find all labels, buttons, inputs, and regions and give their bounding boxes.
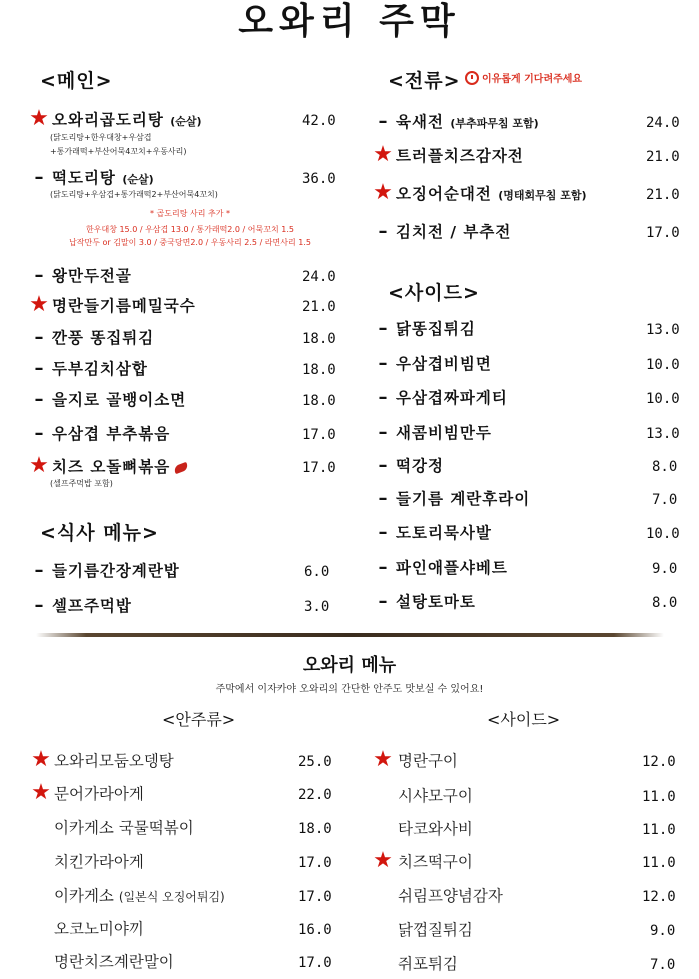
item-name: 치즈떡구이 [398, 853, 473, 871]
dash-mark: – [34, 423, 44, 444]
lower-menu-title: 오와리 메뉴 [302, 655, 397, 676]
menu-item [28, 422, 338, 446]
item-name: 들기름간장계란밥 [52, 562, 180, 580]
item-name: 닭껍질튀김 [398, 921, 473, 939]
menu-item [372, 352, 682, 376]
dash-mark: – [34, 389, 44, 410]
dash-mark: – [378, 591, 388, 612]
add-on-heading: * 곱도리탕 사리 추가 * [150, 209, 230, 218]
star-icon: ★ [373, 180, 393, 205]
item-name: 을지로 골뱅이소면 [52, 391, 187, 409]
section-head-lower-side: <사이드> [487, 710, 561, 729]
item-price: 17.0 [302, 460, 336, 476]
item-name: 우삼겹 부추볶음 [52, 425, 171, 443]
dash-mark: – [378, 353, 388, 374]
section-head-anju: <안주류> [162, 710, 236, 729]
star-icon: ★ [31, 780, 51, 805]
clock-icon [465, 71, 479, 85]
add-on-line: 한우대창 15.0 / 우삼겹 13.0 / 통가래떡2.0 / 어묵꼬치 1.5 [86, 225, 294, 234]
item-name: 트러플치즈감자전 [396, 147, 524, 165]
item-price: 24.0 [302, 269, 336, 285]
menu-item [372, 784, 682, 808]
menu-item [30, 917, 340, 941]
dash-mark: – [378, 387, 388, 408]
dash-mark: – [378, 488, 388, 509]
item-price: 17.0 [302, 427, 336, 443]
dash-mark: – [34, 167, 44, 188]
item-name: 명란들기름메밀국수 [52, 297, 196, 315]
item-name: 깐풍 똥집튀김 [52, 329, 155, 347]
menu-item [372, 850, 682, 874]
item-name: 치즈 오돌뼈볶음 [52, 457, 188, 477]
menu-item [372, 884, 682, 908]
dash-mark: – [378, 557, 388, 578]
menu-item [372, 487, 682, 511]
item-price: 21.0 [646, 149, 680, 165]
item-price: 12.0 [642, 754, 676, 770]
item-name: 오와리모둠오뎅탕 [54, 752, 174, 770]
item-price: 7.0 [650, 957, 676, 973]
menu-item [28, 388, 338, 412]
item-description: (닭도리탕+한우대창+우삼겹 [50, 133, 152, 142]
item-price: 21.0 [302, 299, 336, 315]
dash-mark: – [34, 595, 44, 616]
menu-item [30, 884, 340, 908]
menu-item [30, 850, 340, 874]
item-price: 36.0 [302, 171, 336, 187]
menu-item [28, 294, 338, 318]
section-head-jeon: <전류> [388, 70, 461, 92]
menu-item [28, 594, 338, 618]
item-price: 18.0 [298, 821, 332, 837]
menu-item [28, 326, 338, 350]
item-name: 이카게소 (일본식 오징어튀김) [54, 887, 225, 905]
item-name: 들기름 계란후라이 [396, 490, 531, 508]
add-on-line: 납작만두 or 김말이 3.0 / 중국당면2.0 / 우동사리 2.5 / 라면사리 1.5 [69, 238, 311, 247]
item-price: 10.0 [646, 526, 680, 542]
item-price: 18.0 [302, 393, 336, 409]
item-price: 18.0 [302, 331, 336, 347]
item-name: 이카게소 국물떡볶이 [54, 819, 194, 837]
item-name: 오징어순대전 (명태회무침 포함) [396, 185, 587, 203]
menu-item [28, 455, 338, 479]
item-price: 11.0 [642, 789, 676, 805]
menu-item [372, 590, 682, 614]
dash-mark: – [34, 265, 44, 286]
menu-item [28, 166, 338, 190]
menu-item [30, 950, 340, 974]
menu-item [30, 816, 340, 840]
divider [36, 633, 664, 637]
star-icon: ★ [29, 106, 49, 131]
item-name: 문어가라아게 [54, 785, 144, 803]
item-price: 9.0 [650, 923, 676, 939]
menu-item [28, 264, 338, 288]
dash-mark: – [34, 358, 44, 379]
item-price: 6.0 [304, 564, 330, 580]
item-name: 오와리곱도리탕 (순살) [52, 111, 202, 129]
item-price: 18.0 [302, 362, 336, 378]
item-name: 육새전 (부추파무침 포함) [396, 113, 539, 131]
star-icon: ★ [31, 747, 51, 772]
item-price: 22.0 [298, 787, 332, 803]
item-price: 8.0 [652, 595, 678, 611]
item-price: 42.0 [302, 113, 336, 129]
item-price: 11.0 [642, 855, 676, 871]
star-icon: ★ [29, 453, 49, 478]
item-name: 떡강정 [396, 457, 444, 475]
item-name: 타코와사비 [398, 820, 473, 838]
dash-mark: – [34, 560, 44, 581]
item-name: 우삼겹짜파게티 [396, 389, 508, 407]
item-name: 설탕토마토 [396, 593, 476, 611]
section-head-side: <사이드> [388, 282, 480, 304]
item-name: 닭똥집튀김 [396, 320, 476, 338]
menu-item [372, 749, 682, 773]
item-price: 3.0 [304, 599, 330, 615]
menu-item [372, 317, 682, 341]
menu-item [372, 454, 682, 478]
menu-item [372, 556, 682, 580]
section-head-meal: <식사 메뉴> [40, 522, 159, 544]
item-price: 7.0 [652, 492, 678, 508]
star-icon: ★ [373, 142, 393, 167]
menu-item [28, 357, 338, 381]
item-price: 17.0 [298, 855, 332, 871]
menu-item [372, 144, 682, 168]
dash-mark: – [378, 318, 388, 339]
menu-item [30, 782, 340, 806]
dash-mark: – [34, 327, 44, 348]
item-name: 김치전 / 부추전 [396, 223, 512, 241]
section-head-main: <메인> [40, 70, 113, 92]
dash-mark: – [378, 221, 388, 242]
item-price: 17.0 [646, 225, 680, 241]
lower-menu-subtitle: 주막에서 이자카야 오와리의 간단한 안주도 맛보실 수 있어요! [215, 684, 484, 695]
item-description: (닭도리탕+우삼겹+통가래떡2+부산어묵4꼬치) [50, 190, 218, 199]
star-icon: ★ [373, 848, 393, 873]
star-icon: ★ [373, 747, 393, 772]
menu-item [372, 182, 682, 206]
menu-item [28, 559, 338, 583]
dash-mark: – [378, 422, 388, 443]
item-price: 13.0 [646, 322, 680, 338]
item-price: 21.0 [646, 187, 680, 203]
menu-item [372, 952, 682, 976]
item-description: (셀프주먹밥 포함) [50, 479, 113, 488]
item-description: +통가래떡+부산어묵4꼬치+우동사리) [50, 147, 187, 156]
menu-item [28, 108, 338, 132]
item-price: 12.0 [642, 889, 676, 905]
dash-mark: – [378, 111, 388, 132]
item-name: 쥐포튀김 [398, 955, 458, 973]
item-name: 새콤비빔만두 [396, 424, 492, 442]
item-name: 파인애플샤베트 [396, 559, 508, 577]
menu-item [372, 421, 682, 445]
item-price: 8.0 [652, 459, 678, 475]
item-name: 떡도리탕 (순살) [52, 169, 154, 187]
menu-item [372, 386, 682, 410]
item-price: 24.0 [646, 115, 680, 131]
item-price: 9.0 [652, 561, 678, 577]
menu-item [30, 749, 340, 773]
item-price: 17.0 [298, 889, 332, 905]
item-name: 명란구이 [398, 752, 458, 770]
menu-item [372, 220, 682, 244]
star-icon: ★ [29, 292, 49, 317]
menu-item [372, 110, 682, 134]
item-name: 셀프주먹밥 [52, 597, 132, 615]
menu-item [372, 521, 682, 545]
item-name: 오코노미야끼 [54, 920, 144, 938]
wait-notice-text: 이유롭게 기다려주세요 [482, 74, 583, 85]
item-name: 시샤모구이 [398, 787, 473, 805]
wait-notice [465, 70, 582, 85]
menu-title: 오와리 주막 [238, 0, 461, 42]
item-name: 쉬림프양념감자 [398, 887, 503, 905]
dash-mark: – [378, 522, 388, 543]
item-price: 17.0 [298, 955, 332, 971]
item-name: 두부김치삼합 [52, 360, 148, 378]
dash-mark: – [378, 455, 388, 476]
item-price: 16.0 [298, 922, 332, 938]
item-price: 11.0 [642, 822, 676, 838]
item-name: 우삼겹비빔면 [396, 355, 492, 373]
item-price: 13.0 [646, 426, 680, 442]
item-name: 명란치즈계란말이 [54, 953, 174, 971]
chili-pepper-icon [173, 461, 189, 473]
item-price: 10.0 [646, 357, 680, 373]
item-name: 왕만두전골 [52, 267, 132, 285]
menu-item [372, 918, 682, 942]
item-name: 치킨가라아게 [54, 853, 144, 871]
item-name: 도토리묵사발 [396, 524, 492, 542]
item-price: 10.0 [646, 391, 680, 407]
menu-item [372, 817, 682, 841]
item-price: 25.0 [298, 754, 332, 770]
